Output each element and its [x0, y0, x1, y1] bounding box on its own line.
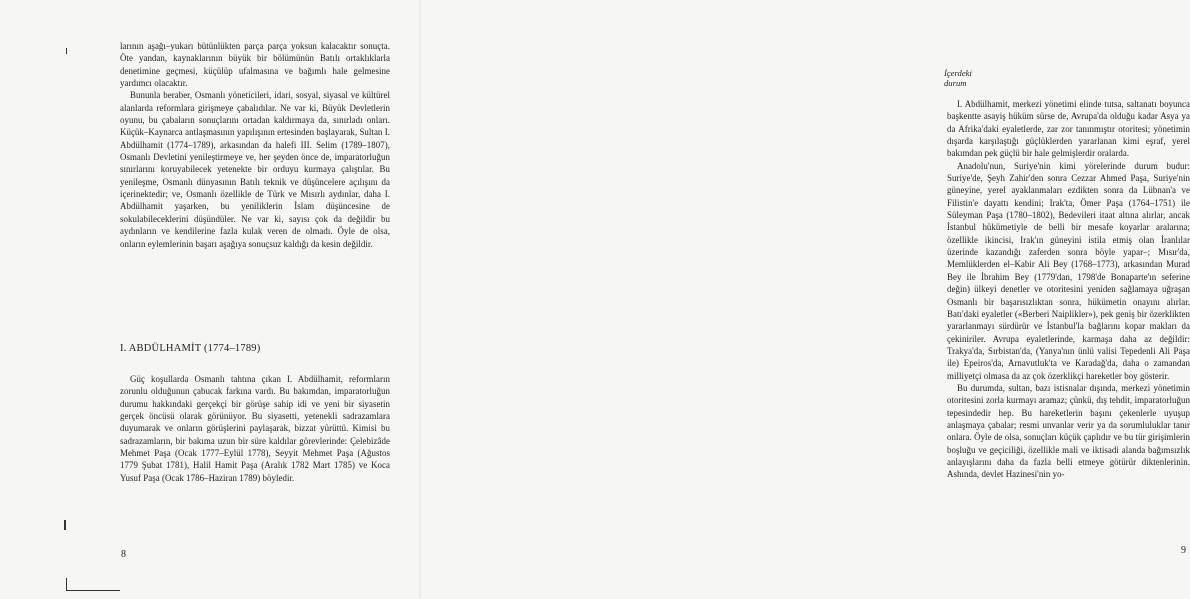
left-text-bottom — [120, 373, 390, 484]
left-page — [0, 0, 420, 599]
section-heading: I. ABDÜLHAMİT (1774–1789) — [120, 343, 261, 354]
paragraph: Bununla beraber, Osmanlı yöneticileri, idari, sosyal, siyasal ve kültürel alanlarda reformlara girişmeye çabalıdılar. Ne var ki, Büyük Devletlerin oyunu, bu çabaların sonuçlarını ortadan kaldırmaya da, sınırladı onları. Küçük–Kaynarca antlaşmasının yapılışının ertesinden başlayarak, Sultan I. Abdülhamit (1774–1789), arkasından da halefi III. Selim (1789–1807), Osmanlı Devletini yenileştirmeye ve, her şeyden önce de, imparatorluğun sınırlarını koruyabilecek yetenekte bir orduyu kurmaya çalıştılar. Bu yenileşme, Osmanlı dünyasının Batılı teknik ve düşüncelere açılışını da içerinektedir; ve, Osmanlı özellikle de Türk ve Mısırlı aydınlar, daha I. Abdülhamit yaşarken, bu yeniliklerin İslam düşüncesine de sokulabileceklerini düşündüler. Ne var ki, sayısı çok da değildir bu aydınların ve kendilerine fazla kulak veren de olmadı. Öyle de olsa, onların eylemlerinin başarı aşağıya sonuçsuz kaldığı da kesin değildir. — [120, 90, 390, 249]
paragraph: Bu durumda, sultan, bazı istisnalar dışında, merkezi yönetimin otoritesini zorla kurmayı aramaz; çünkü, dış tehdit, imparatorluğun tepesindedir hep. Bu hareketlerin başını çekenlerle uyuşup anlaşmaya çabalar; resmi unvanlar verir ya da sorumluluklar tanır onlara. Öyle de olsa, sonuçları küçük çaplıdır ve bu tür girişimlerin boşluğu ve geçiciliği, özellikle mali ve iktisadi alanda bağımsızlık anlayışlarını daha da fazla belli etmeye götürür diktenlerinin. Ashında, devlet Hazinesi'nin yo- — [947, 382, 1190, 480]
right-page — [420, 0, 1190, 599]
paragraph: Anadolu'nun, Suriye'nin kimi yörelerinde durum budur: Suriye'de, Şeyh Zahir'den sonra Cezzar Ahmed Paşa, Suriye'nin güneyine, yerel ayaklanmaları ezdikten sonra da Lübnan'a ve Filistin'e dayattı kendini; Irak'ta, Ömer Paşa (1764–1751) ile Süleyman Paşa (1780–1802), Bedevileri itaat altına alırlar, ancak İstanbul hükümetiyle de belli bir mesafe koyarlar aralarına; özellikle ikincisi, Irak'ın güneyini istila etmiş olan İranlılar üzerinde kazandığı zaferden sonra böyle yapar–; Mısır'da, Memlüklerden el–Kabir Ali Bey (1768–1773), arkasından Murad Bey ile İbrahim Bey (1779'dan, 1798'de Bonaparte'ın seferine değin) ülkeyi denetler ve otoritesini yeniden sağlamaya uğraşan Osmanlı bir başarısızlıktan sonra, hükümetin onayını alırlar. Batı'daki eyaletler («Berberi Naiplikler»), pek geniş bir özerklikten yararlanmayı sürdürür ve İstanbul'la bağlarını kopar makları da çekiniriler. Avrupa eyaletlerinde, karmaşa daha az değildir: Trakya'da, Sırbistan'da, (Yanya'nın ünlü valisi Tepedenli Ali Paşa ile) Epeiros'da, Arnavutluk'ta ve Karadağ'da, daha o zamandan milliyetçi olmasa da az çok özerklikçi hareketler boy gösterir. — [947, 160, 1190, 381]
crop-mark — [66, 578, 67, 590]
crop-mark — [64, 520, 66, 530]
right-text — [947, 98, 1190, 481]
paragraph: Güç koşullarda Osmanlı tahtına çıkan I. Abdülhamit, reformların zorunlu olduğunun çabucak farkına vardı. Bu bakımdan, imparatorluğun durumu hakkındaki gerçekçi bir görüşe sahip idi ve yeni bir siyasetin gerçek öncüsü olarak görünüyor. Bu siyasetti, yetenekli sadrazamlara duyumarak ve onların görüşlerini paylaşarak, bizzat yürüttü. Kimisi bu sadrazamların, bir bakıma uzun bir süre kaldılar görevlerinde: Çelebizâde Mehmet Paşa (Ocak 1777–Eylül 1778), Seyyit Mehmet Paşa (Ağustos 1779 Şubat 1781), Halil Hamit Paşa (Aralık 1782 Mart 1785) ve Koca Yusuf Paşa (Ocak 1786–Haziran 1789) böyledir. — [120, 374, 390, 483]
paragraph: larının aşağı–yukarı bütünlükten parça parça yoksun kalacaktır sonuçta. Öte yandan, kaynaklarının büyük bir bölümünün Batılı ortaklıklarla denetimine geçmesi, küçülüp ufalmasına ve bağımlı hale gelmesine yardımcı olacaktır. — [120, 41, 390, 89]
crop-mark — [66, 590, 120, 591]
running-head: İçerdeki durum — [944, 68, 972, 88]
paragraph: I. Abdülhamit, merkezi yönetimi elinde tutsa, saltanatı boyunca başkentte asayiş hüküm sürse de, Avrupa'da olduğu kadar Asya ya da Afrika'daki eyaletlerde, zar zor tanınmıştır otoritesi; yönetimin dışarda karşılaştığı güçlüklerden yararlanan kimi eşraf, yerel bakımdan pek güçlü bir hale gelmişlerdir oralarda. — [947, 99, 1190, 159]
crop-mark — [66, 48, 67, 54]
page-number: 9 — [1181, 545, 1186, 556]
left-text-top — [120, 40, 390, 250]
page-number: 8 — [121, 549, 126, 560]
